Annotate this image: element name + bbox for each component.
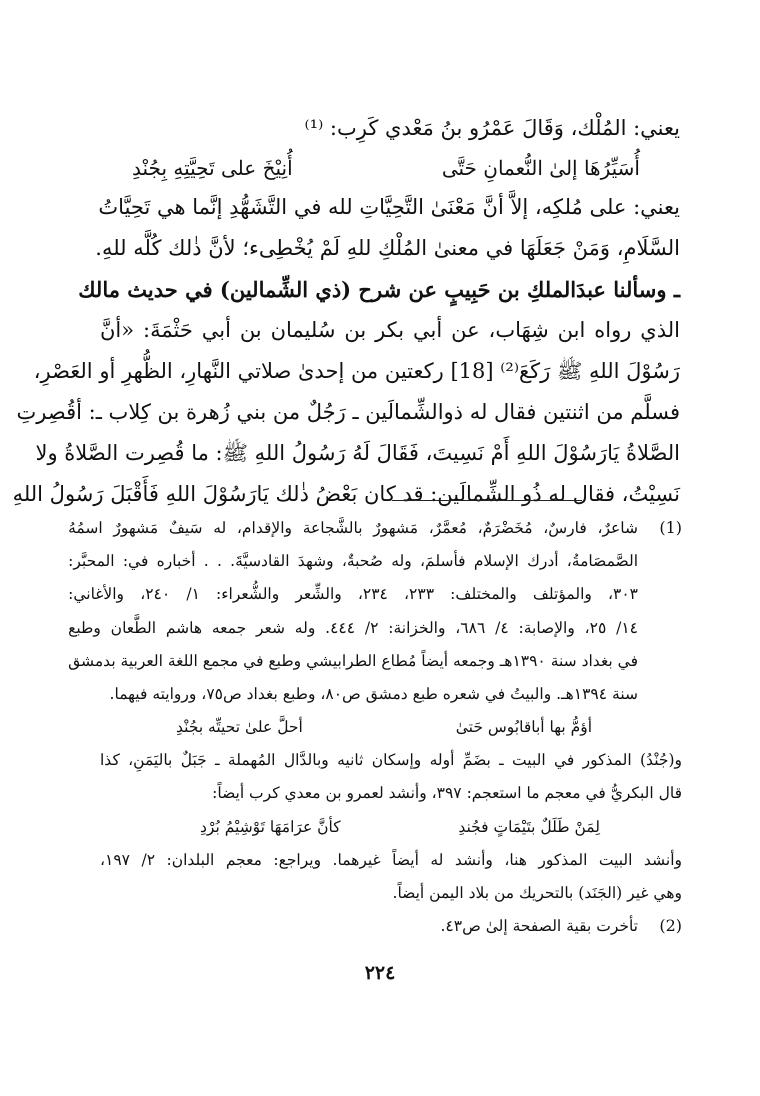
footnote-continuation — [100, 744, 682, 810]
verse-first-hemistich: أُسَيِّرُهَا إلىٰ النُّعمانِ حَتَّى — [441, 156, 640, 180]
text-line: الذي رواه ابن شِهَاب، عن أبي بكر بن سُليمان بن أبي حَثْمَةَ: «أنَّ — [100, 318, 680, 342]
footnote-line: في بغداد سنة ١٣٩٠هـ وجمعه أيضاً مُطاع الطرابيشي وطبع في مجمع اللغة العربية بدمشق — [68, 651, 638, 670]
footnote-number: (1) — [659, 518, 682, 537]
verse-second-hemistich: أُنِيْخَ على تَحِيَّتِهِ بِجُنْدِ — [132, 156, 293, 180]
footnote-line: الصَّمصَامةُ، أدرك الإسلام فأسلمَ، وله صُحبةٌ، وشهدَ القادسيَّةَ. . . أخباره في: المحبَّر: — [68, 552, 638, 571]
footnote-line: قال البكريُّ في معجم ما استعجم: ٣٩٧، وأنشد لعمرو بن معدي كرب أيضاً: — [212, 784, 682, 803]
footnote-line: وأنشد البيت المذكور هنا، وأنشد له أيضاً غيرهما. ويراجع: معجم البلدان: ٢/ ١٩٧، — [100, 850, 682, 869]
footnote-continuation — [100, 844, 682, 910]
footnote-number: (2) — [659, 916, 682, 936]
poem-verse — [100, 149, 680, 187]
page-number: ٢٢٤ — [364, 962, 396, 984]
text-line: فسلَّم من اثنتين فقال له ذوالشِّمالَين ـ رَجُلٌ من بني زُهرة بن كِلاب ـ: أقُصِرتِ — [16, 400, 680, 424]
footnote-line: ١٤/ ٢٥، والإصابة: ٤/ ٦٨٦، والخزانة: ٢/ ٤٤٤. وله شعر جمعه هاشم الطَّعان وطبع — [68, 618, 639, 637]
footnote-2 — [100, 910, 682, 943]
footnotes — [68, 512, 682, 943]
text-line: نَسِيْتُ، فقال له ذُو الشِّمالَين: قد كان بَعْضُ ذٰلك يَارَسُوْلَ اللهِ فَأَقْبَلَ رَسُولُ اللهِ — [12, 482, 680, 506]
footnote-line: شاعرٌ، فارسٌ، مُخَضْرَمٌ، مُعمَّرٌ، مَشهورٌ بالشَّجاعة والإقدام، له سَيفٌ مَشهورٌ اسمُهُ — [68, 519, 638, 537]
footnote-line: تأخرت بقية الصفحة إلىٰ ص٤٣. — [440, 917, 638, 936]
footnote-line: و(جُنْدُ) المذكور في البيت ـ بضَمِّ أوله وإسكان ثانيه وبالدَّال المُهملة ـ جَبَلٌ باليَمَنِ، كذا — [100, 751, 682, 770]
footnote-body — [100, 910, 638, 943]
text-line: يعني: المُلْك، وَقَالَ عَمْرُو بنُ مَعْدي كَرِب: ⁽¹⁾ — [304, 116, 680, 140]
footnote-1 — [68, 512, 682, 711]
footnote-separator — [392, 500, 582, 501]
text-line: السَّلَامِ، وَمَنْ جَعَلَهَا في معنىٰ المُلْكِ للهِ لَمْ يُخْطِىء؛ لأنَّ ذٰلك كُلَّه للهِ. — [95, 236, 680, 260]
footnote-body — [68, 512, 638, 711]
verse-second-hemistich: كأنَّ عرَامَهَا تَوْشِيْمُ بُرْدِ — [200, 817, 341, 836]
verse-second-hemistich: أحلَّ علىٰ تحيتِّه بجُنْدِ — [176, 718, 303, 737]
verse-first-hemistich: أؤمُّ بها أباقابُوس حَتىٰ — [455, 718, 592, 737]
footnote-line: وهي غير (الجَنَد) بالتحريك من بلاد اليمن أيضاً. — [392, 883, 682, 902]
footnote-line: ٣٠٣، والمؤتلف والمختلف: ٢٣٣، ٢٣٤، والشِّعر والشُّعراء: ١/ ٢٤٠، والأغاني: — [68, 585, 638, 604]
section-heading: ـ وسألنا عبدَالملكِ بن حَبِيبٍ عن شرح (ذي الشِّمالين) في حديث مالك — [78, 277, 680, 302]
footnote-verse — [100, 811, 682, 844]
footnote-verse — [100, 711, 682, 744]
text-line: رَسُوْلَ اللهِ ﷺ رَكَعَ⁽²⁾ [18] ركعتين من إحدىٰ صلاتي النَّهارِ، الظُّهرِ أو العَصْرِ، — [33, 359, 680, 383]
text-line: يعني: على مُلكِه، إلاَّ أنَّ مَعْنَىٰ التَّحِيَّاتِ لله في التَّشَهُّدِ إنَّما هي تَحِيَّاتُ — [98, 195, 680, 219]
verse-first-hemistich: لِمَنْ طَلَلٌ بتَيْمَاتٍ فجُندِ — [458, 817, 600, 836]
text-line: الصَّلاةُ يَارَسُوْلَ اللهِ أَمْ نَسِيتَ، فَقَالَ لَهُ رَسُولُ اللهِ ﷺ: ما قُصِرت الصَّلاةُ ولا — [35, 441, 680, 465]
main-text — [12, 108, 680, 515]
footnote-line: سنة ١٣٩٤هـ. والبيتُ في شعره طبع دمشق ص٨٠، وطبع بغداد ص٧٥، وروايته فيهما. — [109, 685, 638, 704]
